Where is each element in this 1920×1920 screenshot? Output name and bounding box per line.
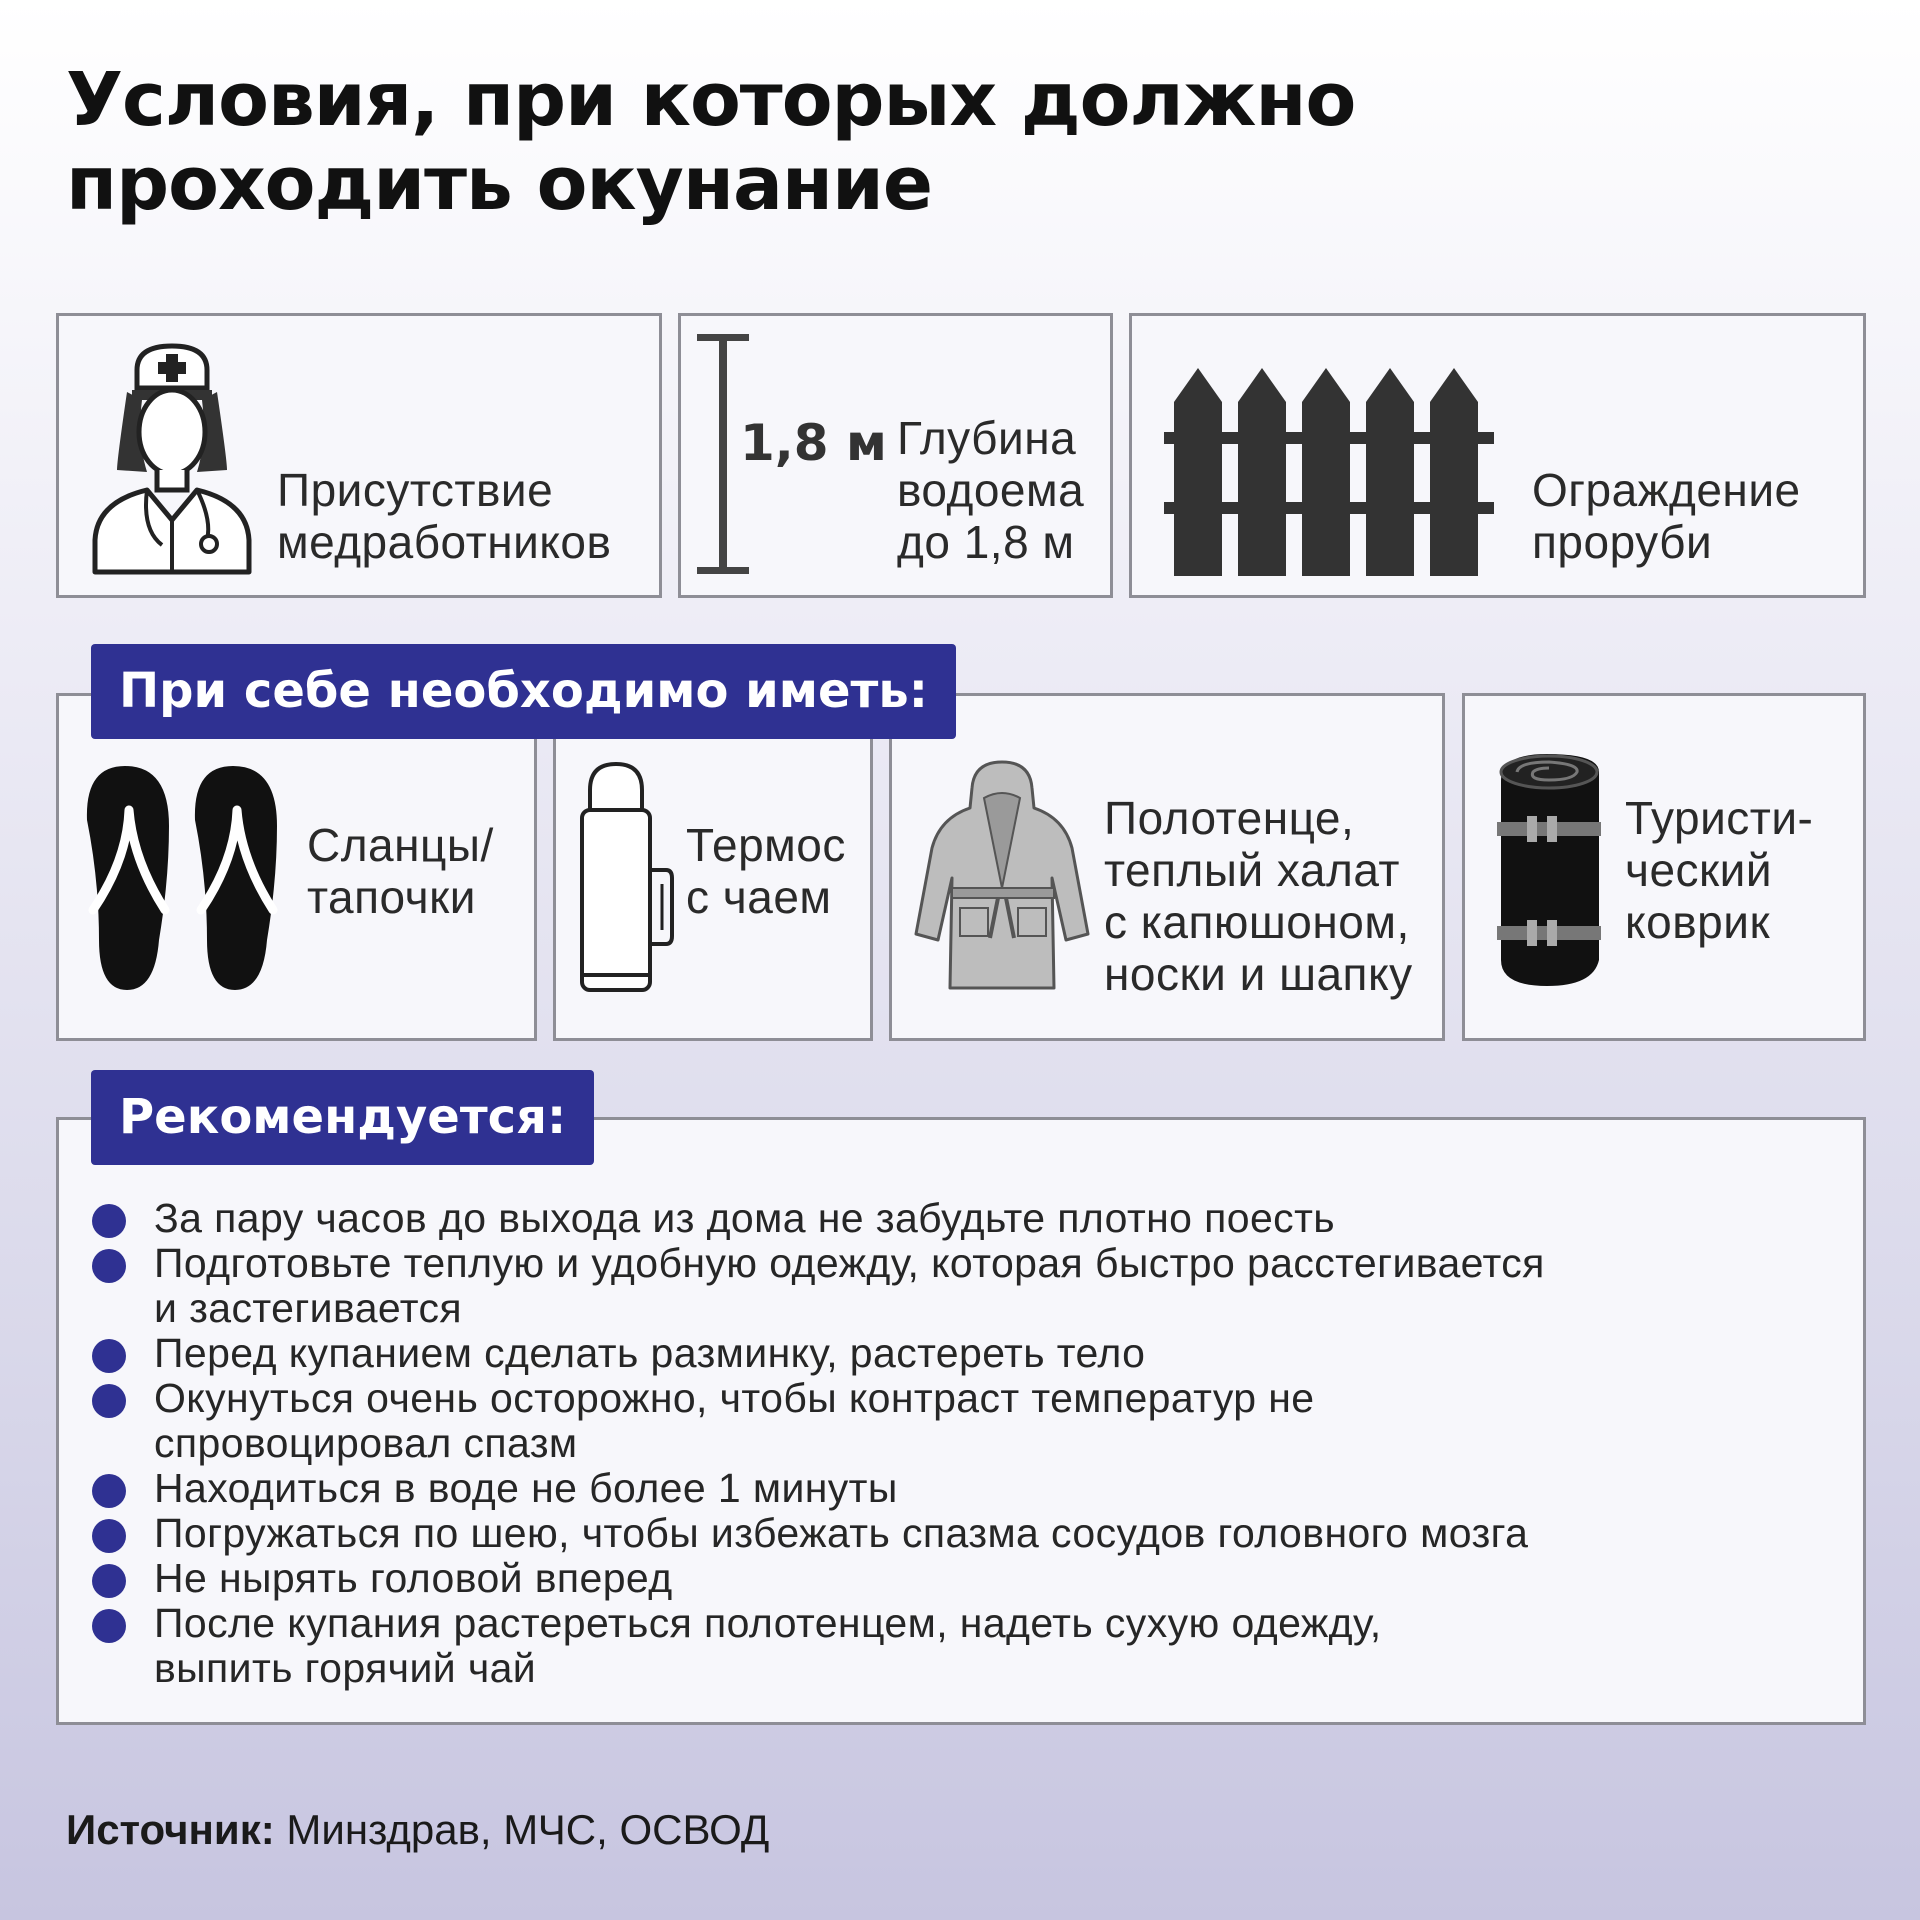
title-line-2: проходить окунание	[66, 141, 933, 227]
bring-robe-line-3: с капюшоном,	[1104, 896, 1410, 948]
recommended-list	[90, 1196, 1810, 1691]
bullet-dot	[92, 1609, 126, 1643]
list-item	[90, 1556, 1810, 1601]
bullet-dot	[92, 1384, 126, 1418]
bring-mat-text	[1625, 792, 1813, 948]
fence-icon	[1164, 366, 1494, 576]
bring-robe-line-2: теплый халат	[1104, 844, 1400, 896]
bring-slippers-line-2: тапочки	[307, 871, 476, 923]
list-item	[90, 1376, 1810, 1466]
list-item-line: За пару часов до выхода из дома не забудьте плотно поесть	[154, 1195, 1336, 1241]
list-item-line: Перед купанием сделать разминку, растереть тело	[154, 1330, 1146, 1376]
list-item-line: Не нырять головой вперед	[154, 1555, 673, 1601]
condition-depth-line-3: до 1,8 м	[897, 516, 1075, 568]
list-item-line: Подготовьте теплую и удобную одежду, которая быстро расстегивается	[154, 1240, 1545, 1286]
bullet-dot	[92, 1339, 126, 1373]
list-item-line: После купания растереться полотенцем, надеть сухую одежду,	[154, 1600, 1382, 1646]
bring-card-thermos	[553, 693, 873, 1041]
depth-value-label: 1,8 м	[740, 414, 887, 472]
title-line-1: Условия, при которых должно	[66, 57, 1356, 143]
condition-depth-text	[897, 412, 1084, 568]
condition-fence-text	[1532, 464, 1801, 568]
bullet-dot	[92, 1519, 126, 1553]
condition-card-medics	[56, 313, 662, 598]
list-item	[90, 1196, 1810, 1241]
bring-thermos-line-1: Термос	[686, 819, 846, 871]
condition-medics-line-2: медработников	[277, 516, 612, 568]
bring-slippers-line-1: Сланцы/	[307, 819, 494, 871]
bring-card-mat	[1462, 693, 1866, 1041]
list-item-line: спровоцировал спазм	[154, 1420, 578, 1466]
condition-depth-line-1: Глубина	[897, 412, 1077, 464]
condition-card-fence	[1129, 313, 1866, 598]
nurse-icon	[87, 340, 257, 580]
bullet-dot	[92, 1249, 126, 1283]
bring-card-robe	[889, 693, 1445, 1041]
condition-medics-text	[277, 464, 611, 568]
bring-robe-line-1: Полотенце,	[1104, 792, 1355, 844]
bring-thermos-text	[686, 819, 846, 923]
bring-mat-line-1: Туристи-	[1625, 792, 1814, 844]
bring-robe-text	[1104, 792, 1413, 1000]
list-item	[90, 1601, 1810, 1691]
recommended-heading: Рекомендуется:	[91, 1070, 594, 1165]
condition-depth-line-2: водоема	[897, 464, 1085, 516]
list-item	[90, 1511, 1810, 1556]
bring-heading: При себе необходимо иметь:	[91, 644, 956, 739]
list-item	[90, 1331, 1810, 1376]
list-item-line: Погружаться по шею, чтобы избежать спазма сосудов головного мозга	[154, 1510, 1529, 1556]
source-label: Источник:	[66, 1806, 275, 1853]
list-item	[90, 1241, 1810, 1331]
list-item-line: Находиться в воде не более 1 минуты	[154, 1465, 898, 1511]
list-item-line: и застегивается	[154, 1285, 462, 1331]
bathrobe-icon	[914, 758, 1090, 994]
bring-mat-line-2: ческий	[1625, 844, 1773, 896]
sleeping-mat-icon	[1493, 750, 1613, 990]
list-item-line: выпить горячий чай	[154, 1645, 537, 1691]
bring-card-slippers	[56, 693, 537, 1041]
page-title	[66, 58, 1766, 226]
bring-robe-line-4: носки и шапку	[1104, 948, 1413, 1000]
condition-fence-line-2: проруби	[1532, 516, 1713, 568]
thermos-icon	[576, 760, 680, 998]
condition-fence-line-1: Ограждение	[1532, 464, 1801, 516]
bullet-dot	[92, 1564, 126, 1598]
bring-thermos-line-2: с чаем	[686, 871, 832, 923]
list-item	[90, 1466, 1810, 1511]
list-item-line: Окунуться очень осторожно, чтобы контраст температур не	[154, 1375, 1315, 1421]
source-value: Минздрав, МЧС, ОСВОД	[286, 1806, 770, 1853]
condition-medics-line-1: Присутствие	[277, 464, 554, 516]
bring-mat-line-3: коврик	[1625, 896, 1771, 948]
bullet-dot	[92, 1474, 126, 1508]
source-note	[66, 1806, 769, 1854]
bullet-dot	[92, 1204, 126, 1238]
flip-flops-icon	[77, 760, 287, 996]
bring-slippers-text	[307, 819, 494, 923]
